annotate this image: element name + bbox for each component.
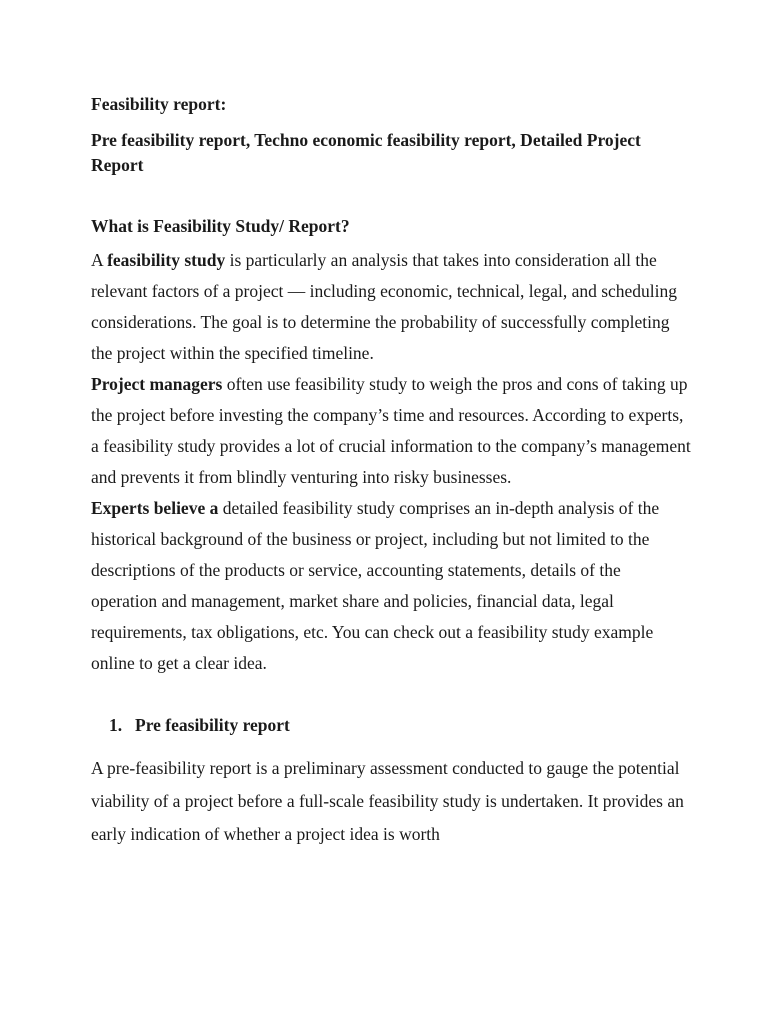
document-title: Feasibility report: xyxy=(91,94,227,114)
section-heading: What is Feasibility Study/ Report? xyxy=(91,216,350,236)
paragraph-text: is particularly an analysis that takes into consideration all the relevant factors of a project — including economic, technical, legal, and scheduling considerations. The goal is to determine the probability of successfully completing the project within the specified timeline. xyxy=(91,250,678,363)
bold-term: Project managers xyxy=(91,374,223,394)
paragraph-pre-feasibility: A pre-feasibility report is a preliminary assessment conducted to gauge the potential viability of a project before a full-scale feasibility study is undertaken. It provides an early indication of whether a project idea is worth xyxy=(91,758,684,844)
list-number: 1. xyxy=(109,715,123,735)
paragraph-feasibility-study xyxy=(91,245,691,369)
paragraph-lead: A xyxy=(91,250,108,270)
bold-term: feasibility study xyxy=(107,250,226,270)
list-heading-text: Pre feasibility report xyxy=(135,715,290,735)
paragraph-text: often use feasibility study to weigh the pros and cons of taking up the project before investing the company’s time and resources. According to experts, a feasibility study provides a lot of crucial information to the company’s management and prevents it from blindly venturing into risky businesses. xyxy=(91,374,691,487)
paragraph-text: detailed feasibility study comprises an in-depth analysis of the historical background of the business or project, including but not limited to the descriptions of the products or service, accounting statements, details of the operation and management, market share and policies, financial data, legal requirements, tax obligations, etc. You can check out a feasibility study example online to get a clear idea. xyxy=(91,498,660,673)
document-subtitle: Pre feasibility report, Techno economic feasibility report, Detailed Project Report xyxy=(91,130,641,175)
bold-term: Experts believe a xyxy=(91,498,219,518)
document-page xyxy=(91,92,691,851)
paragraph-experts xyxy=(91,493,691,679)
list-item-heading xyxy=(91,713,691,738)
paragraph-project-managers xyxy=(91,369,691,493)
